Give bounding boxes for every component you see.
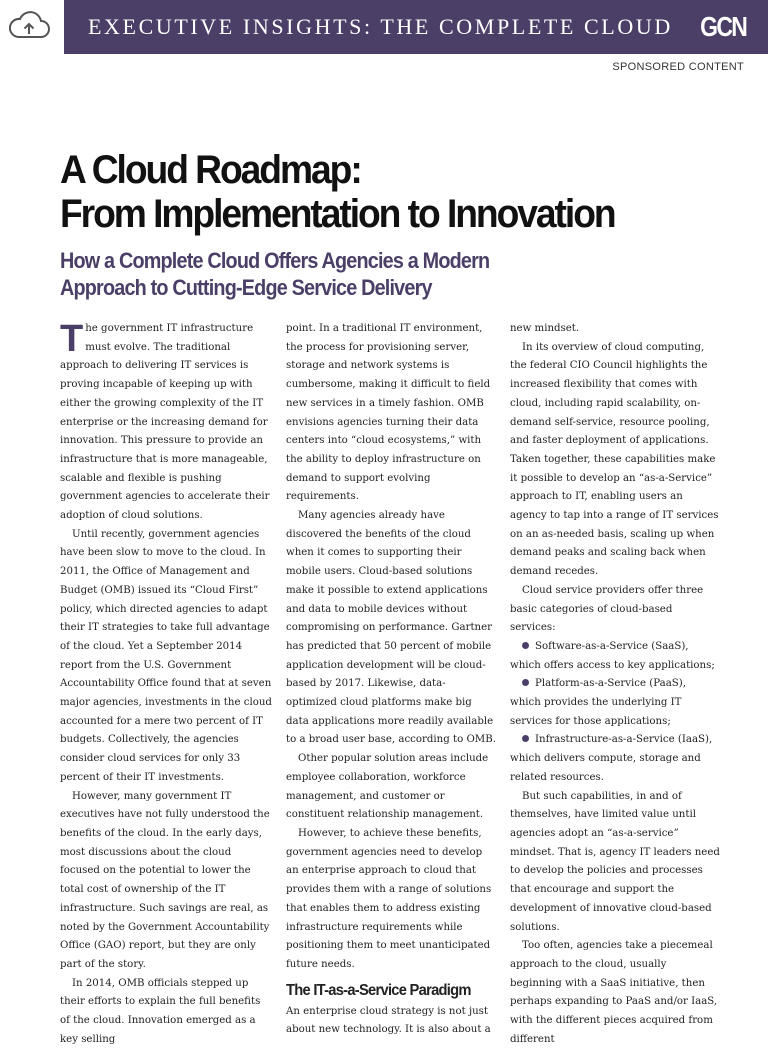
paragraph: Cloud service providers offer three basic categories of cloud-based services: xyxy=(510,584,704,634)
paragraph: Other popular solution areas include employee collaboration, workforce management, and customer or constituent relationship management. xyxy=(286,753,489,821)
paragraph: point. In a traditional IT environment, the process for provisioning server, storage and network systems is cumbersome, making it difficult to field new services in a timely fashion. OMB envisions agencies turning their data centers into “cloud ecosystems,” with the ability to deploy infrastructure on demand to support evolving requirements. xyxy=(286,323,491,503)
headline-line-1: A Cloud Roadmap: xyxy=(60,148,361,192)
cloud-upload-icon xyxy=(6,10,52,44)
bullet-icon xyxy=(522,679,529,686)
bullet-icon xyxy=(522,642,529,649)
bullet-item-paas: Platform-as-a-Service (PaaS), which provides the underlying IT services for those applications; xyxy=(510,678,686,727)
header-title: EXECUTIVE INSIGHTS: THE COMPLETE CLOUD xyxy=(88,14,673,39)
article-column-3 xyxy=(510,320,720,1049)
paragraph: Until recently, government agencies have been slow to move to the cloud. In 2011, the Office of Management and Budget (OMB) issued its “Cloud First” policy, which directed agencies to adapt their IT strategies to take full advantage of the cloud. Yet a September 2014 report from the U.S. Government Accountability Office found that at seven major agencies, investments in the cloud accounted for a mere two percent of IT budgets. Collectively, the agencies consider cloud services for only 33 percent of their IT investments. xyxy=(60,528,272,783)
paragraph: However, to achieve these benefits, government agencies need to develop an enterprise approach to cloud that provides them with a range of solutions that enables them to address existing infrastructure requirements while positioning them to meet unanticipated future needs. xyxy=(286,827,492,970)
subheadline-line-1: How a Complete Cloud Offers Agencies a Modern xyxy=(60,248,490,273)
header-bar xyxy=(64,0,768,54)
header-icon-box xyxy=(0,0,58,54)
drop-cap: T xyxy=(60,318,84,360)
section-heading: The IT-as-a-Service Paradigm xyxy=(286,981,471,999)
paragraph: An enterprise cloud strategy is not just about new technology. It is also about a xyxy=(286,1005,491,1036)
paragraph: Too often, agencies take a piecemeal approach to the cloud, usually beginning with a SaaS initiative, then perhaps expanding to PaaS and/or IaaS, with the different pieces acquired from different xyxy=(510,940,718,1045)
headline-line-2: From Implementation to Innovation xyxy=(60,192,615,236)
sponsored-label: SPONSORED CONTENT xyxy=(612,61,744,73)
paragraph: Many agencies already have discovered the benefits of the cloud when it comes to supporting their mobile users. Cloud-based solutions make it possible to extend applications and data to mobile devices without compromising on performance. Gartner has predicted that 50 percent of mobile application development will be cloud-based by 2017. Likewise, data-optimized cloud platforms make big data applications more readily available to a broad user base, according to OMB. xyxy=(286,510,496,746)
bullet-item-iaas: Infrastructure-as-a-Service (IaaS), which delivers compute, storage and related resources. xyxy=(510,734,713,783)
subheadline-line-2: Approach to Cutting-Edge Service Delivery xyxy=(60,275,432,300)
paragraph: But such capabilities, in and of themselves, have limited value until agencies adopt an “as-a-service” mindset. That is, agency IT leaders need to develop the policies and processes that encourage and support the development of innovative cloud-based solutions. xyxy=(510,790,720,933)
paragraph: However, many government IT executives have not fully understood the benefits of the cloud. In the early days, most discussions about the cloud focused on the potential to lower the total cost of ownership of the IT infrastructure. Such savings are real, as noted by the Government Accountability Office (GAO) report, but they are only part of the story. xyxy=(60,790,270,970)
subheadline xyxy=(60,247,489,301)
article-column-2 xyxy=(286,320,496,1040)
paragraph: In its overview of cloud computing, the federal CIO Council highlights the increased flexibility that comes with cloud, including rapid scalability, on-demand self-service, resource pooling, and faster deployment of applications. Taken together, these capabilities make it possible to develop an “as-a-Service” approach to IT, enabling users an agency to tap into a range of IT services on an as-needed basis, scaling up when demand peaks and scaling back when demand recedes. xyxy=(510,341,719,578)
paragraph: The government IT infrastructure must evolve. The traditional approach to delivering IT services is proving incapable of keeping up with either the growing complexity of the IT enterprise or the increasing demand for innovation. This pressure to provide an infrastructure that is more manageable, scalable and flexible is pushing government agencies to accelerate their adoption of cloud solutions. xyxy=(60,318,270,522)
bullet-item-saas: Software-as-a-Service (SaaS), which offers access to key applications; xyxy=(510,640,715,671)
paragraph: new mindset. xyxy=(510,323,580,334)
headline xyxy=(60,148,615,236)
bullet-icon xyxy=(522,735,529,742)
article-column-1 xyxy=(60,320,272,1049)
paragraph: In 2014, OMB officials stepped up their efforts to explain the full benefits of the cloud. Innovation emerged as a key selling xyxy=(60,977,261,1045)
gcn-logo: GCN xyxy=(699,11,746,42)
